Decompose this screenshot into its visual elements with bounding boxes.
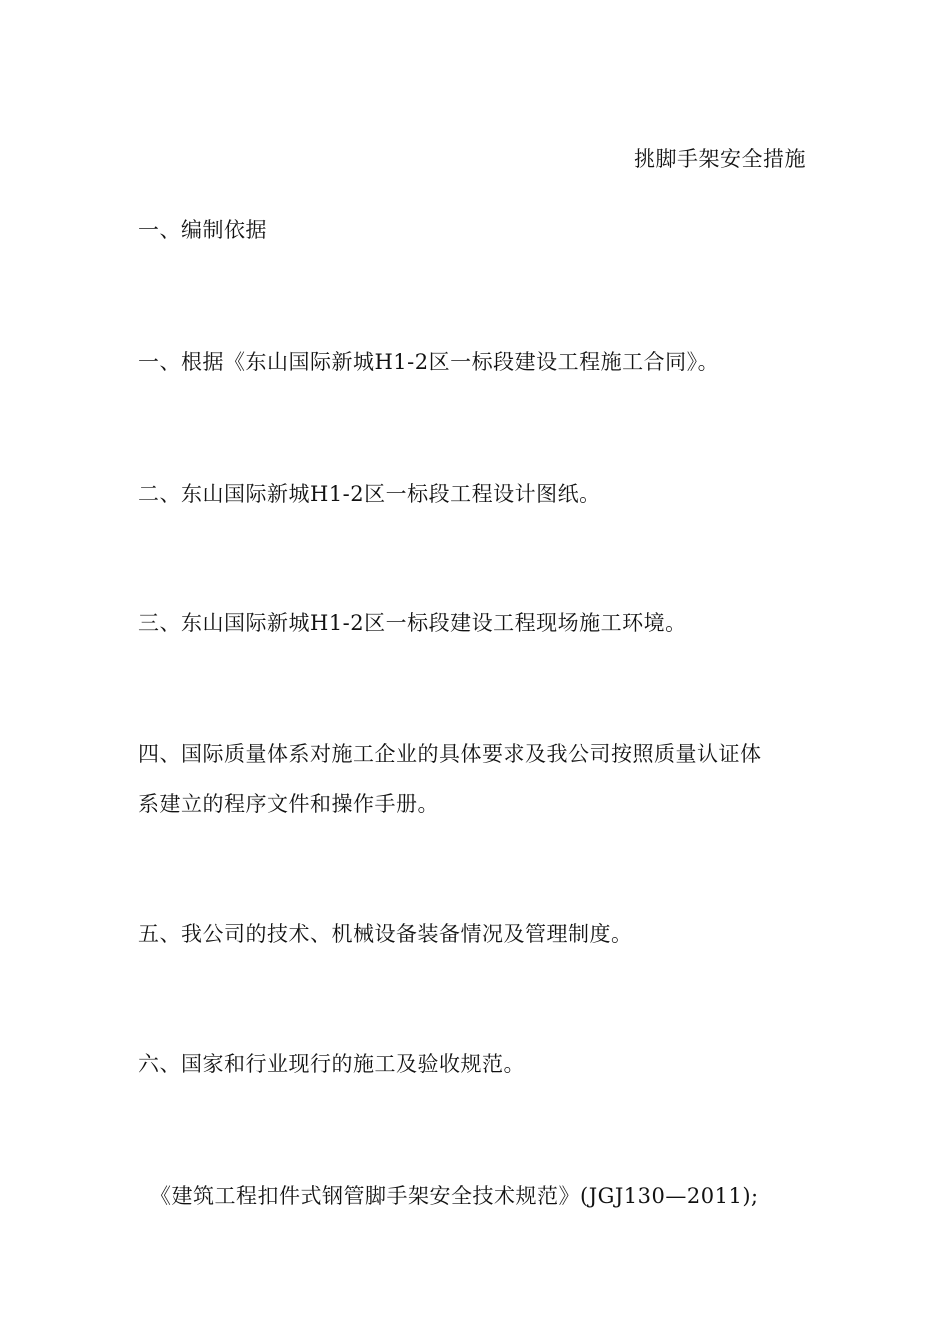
basis-item-1: 一、根据《东山国际新城H1-2区一标段建设工程施工合同》。	[138, 350, 720, 374]
document-title: 挑脚手架安全措施	[634, 147, 806, 171]
basis-item-3: 三、东山国际新城H1-2区一标段建设工程现场施工环境。	[138, 611, 687, 635]
basis-item-4-line-2: 系建立的程序文件和操作手册。	[138, 792, 439, 816]
basis-item-4-line-1: 四、国际质量体系对施工企业的具体要求及我公司按照质量认证体	[138, 742, 762, 766]
reference-standard: 《建筑工程扣件式钢管脚手架安全技术规范》(JGJ130—2011);	[150, 1184, 759, 1208]
basis-item-6: 六、国家和行业现行的施工及验收规范。	[138, 1052, 525, 1076]
section-heading: 一、编制依据	[138, 218, 267, 242]
basis-item-5: 五、我公司的技术、机械设备装备情况及管理制度。	[138, 922, 633, 946]
basis-item-2: 二、东山国际新城H1-2区一标段工程设计图纸。	[138, 482, 601, 506]
